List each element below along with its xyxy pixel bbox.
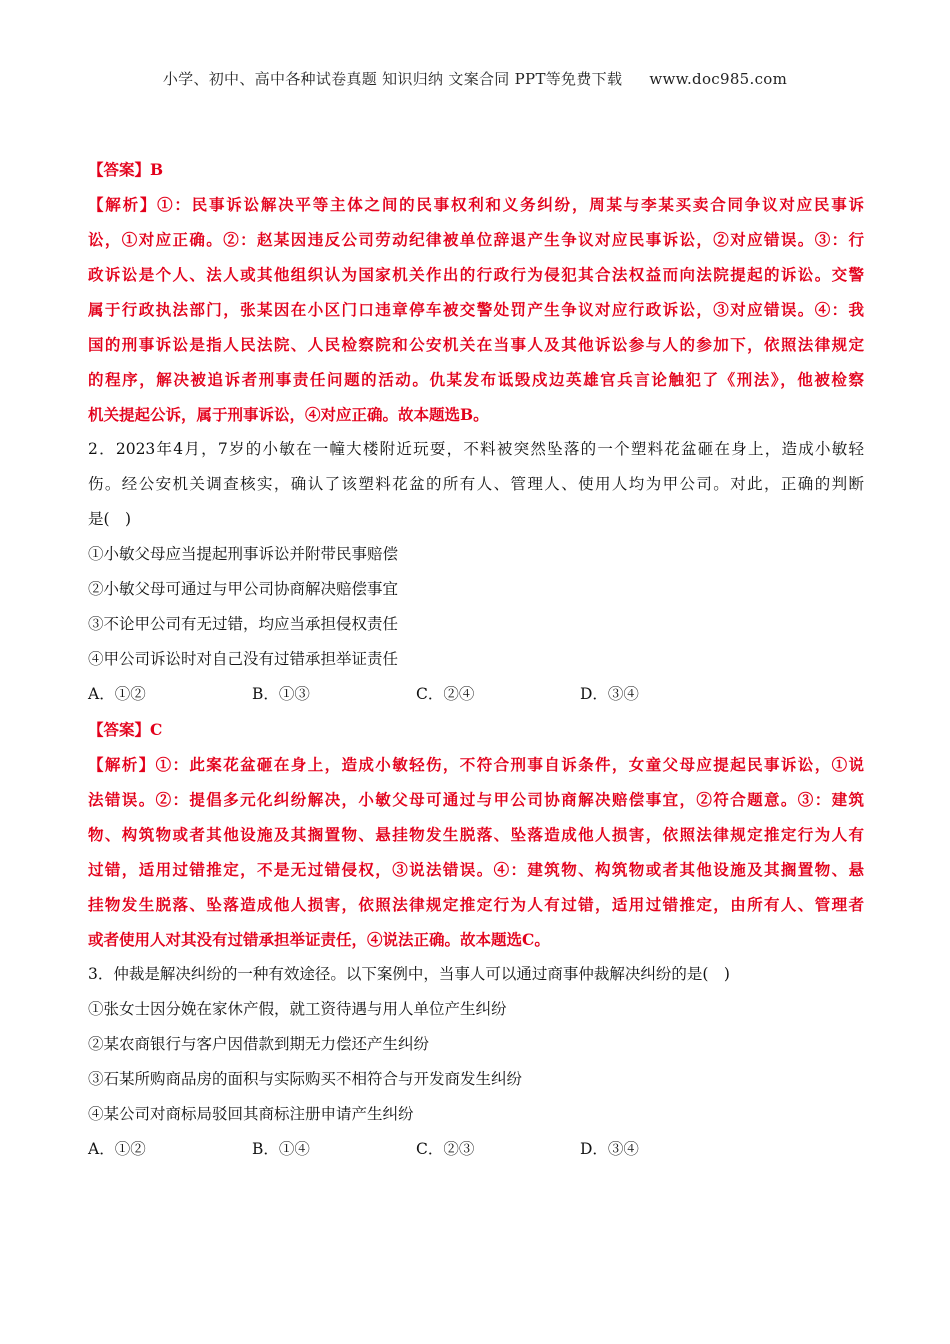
- option-a: A．①②: [88, 685, 146, 703]
- analysis-line: 国的刑事诉讼是指人民法院、人民检察院和公安机关在当事人及其他诉讼参与人的参加下，依照法律规定: [88, 335, 864, 354]
- option-d: D．③④: [580, 1140, 639, 1158]
- analysis-line: 讼，①对应正确。②：赵某因违反公司劳动纪律被单位辞退产生争议对应民事诉讼，②对应错误。③：行: [88, 230, 864, 249]
- header-text: 小学、初中、高中各种试卷真题 知识归纳 文案合同 PPT等免费下载: [162, 70, 623, 88]
- answer-tag: 【答案】: [88, 160, 151, 179]
- analysis-line: 的程序，解决被追诉者刑事责任问题的活动。仇某发布诋毁戍边英雄官兵言论触犯了《刑法》，他被检察: [88, 370, 864, 389]
- answer-tag: 【答案】: [88, 720, 151, 739]
- question-3: [88, 957, 864, 1167]
- answer-options: [88, 1132, 864, 1167]
- question-stem-line: 伤。经公安机关调查核实，确认了该塑料花盆的所有人、管理人、使用人均为甲公司。对此，正确的判断: [88, 475, 864, 493]
- answer-value: B: [150, 160, 164, 179]
- option-b: B．①④: [252, 1140, 310, 1158]
- analysis-line: 政诉讼是个人、法人或其他组织认为国家机关作出的行政行为侵犯其合法权益而向法院提起的诉讼。交警: [88, 265, 864, 284]
- analysis-2: [88, 747, 864, 957]
- analysis-line: 过错，适用过错推定，不是无过错侵权，③说法错误。④：建筑物、构筑物或者其他设施及其搁置物、悬: [88, 860, 864, 879]
- statement-item: ③石某所购商品房的面积与实际购买不相符合与开发商发生纠纷: [88, 1070, 523, 1088]
- answer-1: [88, 152, 864, 187]
- option-a: A．①②: [88, 1140, 146, 1158]
- statement-item: ②某农商银行与客户因借款到期无力偿还产生纠纷: [88, 1035, 430, 1053]
- page-header: [0, 68, 950, 89]
- question-stem-line: 3．仲裁是解决纠纷的一种有效途径。以下案例中，当事人可以通过商事仲裁解决纠纷的是( ): [88, 965, 730, 983]
- statement-item: ③不论甲公司有无过错，均应当承担侵权责任: [88, 615, 399, 633]
- document-body: [88, 152, 864, 1167]
- analysis-1: [88, 187, 864, 432]
- analysis-line: 机关提起公诉，属于刑事诉讼，④对应正确。故本题选B。: [88, 405, 489, 424]
- analysis-line: 或者使用人对其没有过错承担举证责任，④说法正确。故本题选C。: [88, 930, 550, 949]
- question-stem-line: 2．2023年4月，7岁的小敏在一幢大楼附近玩耍，不料被突然坠落的一个塑料花盆砸在身上，造成小敏轻: [88, 440, 864, 458]
- statement-item: ④某公司对商标局驳回其商标注册申请产生纠纷: [88, 1105, 414, 1123]
- option-c: C．②③: [416, 1140, 475, 1158]
- statement-item: ②小敏父母可通过与甲公司协商解决赔偿事宜: [88, 580, 399, 598]
- option-c: C．②④: [416, 685, 475, 703]
- statement-item: ①张女士因分娩在家休产假，就工资待遇与用人单位产生纠纷: [88, 1000, 507, 1018]
- question-stem-line: 是( ): [88, 510, 132, 528]
- analysis-line: 物、构筑物或者其他设施及其搁置物、悬挂物发生脱落、坠落造成他人损害，依照法律规定推定行为人有: [88, 825, 864, 844]
- option-d: D．③④: [580, 685, 639, 703]
- analysis-line: 法错误。②：提倡多元化纠纷解决，小敏父母可通过与甲公司协商解决赔偿事宜，②符合题意。③：建筑: [88, 790, 864, 809]
- analysis-line: 【解析】①：此案花盆砸在身上，造成小敏轻伤，不符合刑事自诉条件，女童父母应提起民事诉讼，①说: [88, 755, 864, 774]
- answer-options: [88, 677, 864, 712]
- answer-value: C: [150, 720, 163, 739]
- option-b: B．①③: [252, 685, 310, 703]
- analysis-line: 【解析】①：民事诉讼解决平等主体之间的民事权利和义务纠纷，周某与李某买卖合同争议对应民事诉: [88, 195, 864, 214]
- statement-item: ④甲公司诉讼时对自己没有过错承担举证责任: [88, 650, 399, 668]
- analysis-line: 属于行政执法部门，张某因在小区门口违章停车被交警处罚产生争议对应行政诉讼，③对应错误。④：我: [88, 300, 864, 319]
- answer-2: [88, 712, 864, 747]
- header-url[interactable]: www.doc985.com: [649, 70, 788, 88]
- question-2: [88, 432, 864, 712]
- statement-item: ①小敏父母应当提起刑事诉讼并附带民事赔偿: [88, 545, 399, 563]
- analysis-line: 挂物发生脱落、坠落造成他人损害，依照法律规定推定行为人有过错，适用过错推定，由所有人、管理者: [88, 895, 864, 914]
